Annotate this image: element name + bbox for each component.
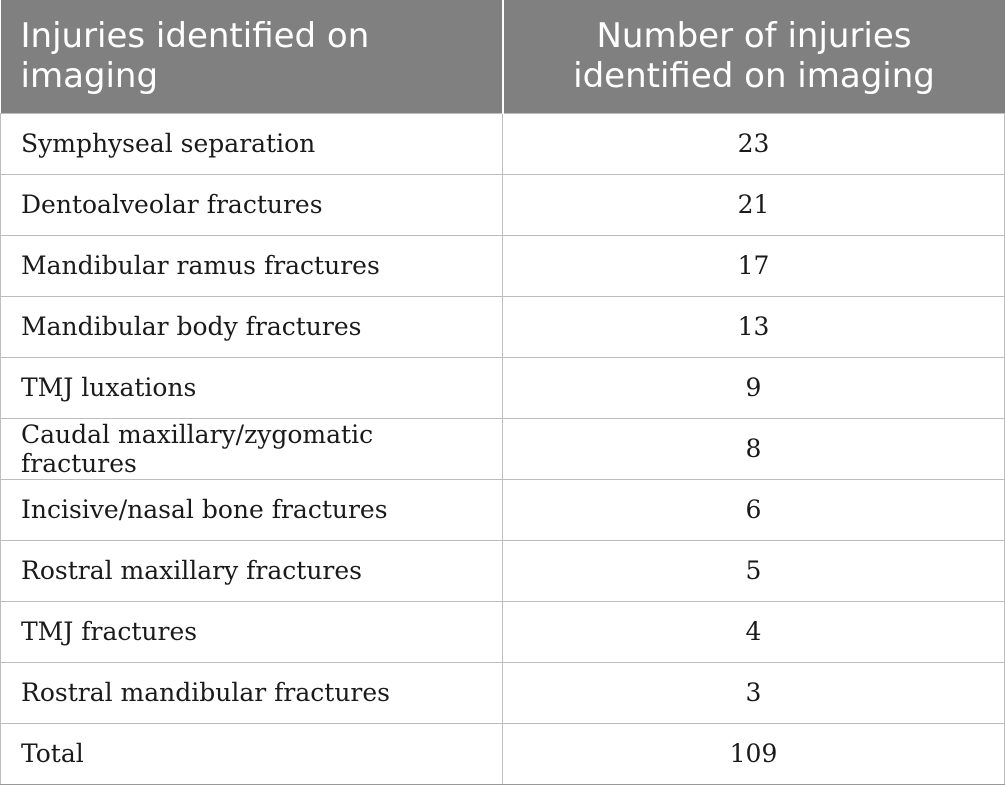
injury-count-cell: 21 <box>503 174 1005 235</box>
injury-count-cell: 5 <box>503 540 1005 601</box>
table-body <box>1 113 1005 784</box>
injury-count-cell: 13 <box>503 296 1005 357</box>
table-header <box>1 0 1005 113</box>
table-row <box>1 662 1005 723</box>
header-injury-type: Injuries identified on imaging <box>1 0 503 113</box>
table-row <box>1 113 1005 174</box>
total-row <box>1 723 1005 784</box>
injury-count-cell: 4 <box>503 601 1005 662</box>
injury-name-cell: Rostral maxillary fractures <box>1 540 503 601</box>
total-label-cell: Total <box>1 723 503 784</box>
injury-count-cell: 17 <box>503 235 1005 296</box>
injury-name-cell: Mandibular ramus fractures <box>1 235 503 296</box>
injury-name-cell: Caudal maxillary/zygomatic fractures <box>1 418 503 479</box>
injury-name-cell: Dentoalveolar fractures <box>1 174 503 235</box>
header-row <box>1 0 1005 113</box>
injury-count-cell: 8 <box>503 418 1005 479</box>
injury-name-cell: Mandibular body fractures <box>1 296 503 357</box>
table-row <box>1 540 1005 601</box>
injury-name-cell: TMJ luxations <box>1 357 503 418</box>
table-row <box>1 235 1005 296</box>
injury-count-cell: 9 <box>503 357 1005 418</box>
table-row <box>1 601 1005 662</box>
table-row <box>1 174 1005 235</box>
table-row <box>1 418 1005 479</box>
total-count-cell: 109 <box>503 723 1005 784</box>
injury-name-cell: Rostral mandibular fractures <box>1 662 503 723</box>
injury-count-cell: 23 <box>503 113 1005 174</box>
table-row <box>1 357 1005 418</box>
table-row <box>1 296 1005 357</box>
header-injury-count: Number of injuries identified on imaging <box>503 0 1005 113</box>
injury-count-cell: 3 <box>503 662 1005 723</box>
injury-name-cell: TMJ fractures <box>1 601 503 662</box>
injury-name-cell: Symphyseal separation <box>1 113 503 174</box>
injury-name-cell: Incisive/nasal bone fractures <box>1 479 503 540</box>
injury-count-cell: 6 <box>503 479 1005 540</box>
table-row <box>1 479 1005 540</box>
